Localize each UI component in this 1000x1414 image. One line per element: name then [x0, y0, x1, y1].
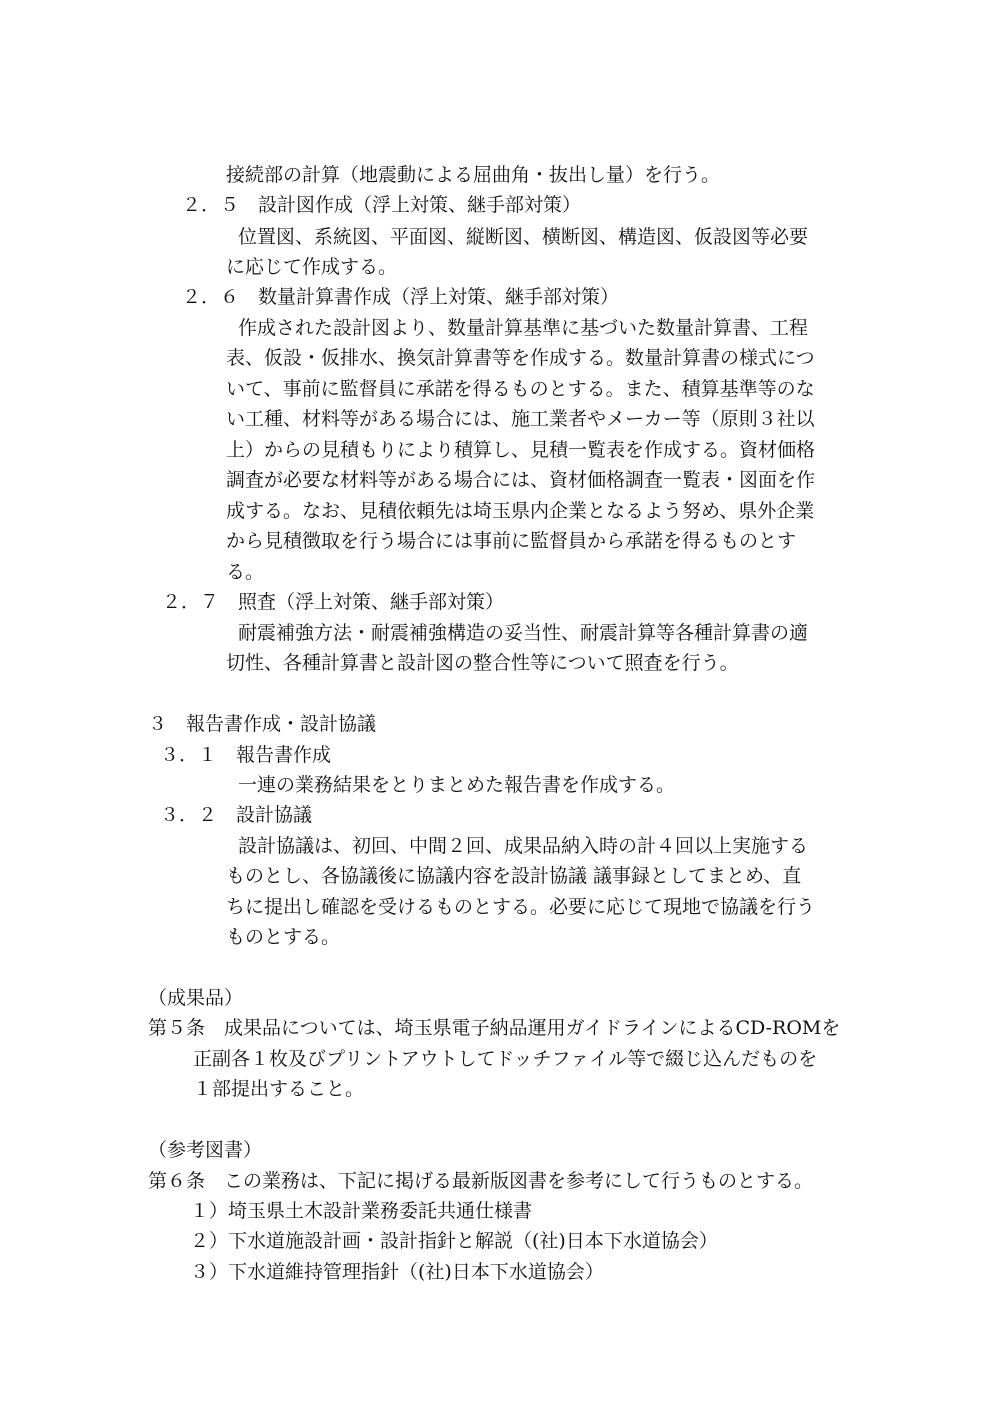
reference-item: ２）下水道施設計画・設計指針と解説（(社)日本下水道協会）	[190, 1230, 718, 1252]
section-3-2-body-line: ものとする。	[226, 926, 341, 948]
article-5-line: 正副各１枚及びプリントアウトしてドッチファイル等で綴じ込んだものを	[193, 1048, 818, 1070]
section-2-6-heading: ２．６ 数量計算書作成（浮上対策、継手部対策）	[182, 286, 620, 308]
section-3-2-body-line: ちに提出し確認を受けるものとする。必要に応じて現地で協議を行う	[226, 896, 816, 918]
section-2-6-body-line: 上）からの見積もりにより積算し、見積一覧表を作成する。資材価格	[226, 439, 816, 461]
section-2-6-body-line: い工種、材料等がある場合には、施工業者やメーカー等（原則３社以	[226, 408, 815, 430]
section-2-6-body-line: る。	[226, 561, 265, 583]
article-6-lead: 第６条 この業務は、下記に掲げる最新版図書を参考にして行うものとする。	[148, 1170, 814, 1192]
section-2-6-body-line: 表、仮設・仮排水、換気計算書等を作成する。数量計算書の様式につ	[226, 347, 815, 369]
section-2-6-body-line: 調査が必要な材料等がある場合には、資材価格調査一覧表・図面を作	[226, 469, 816, 491]
reference-item: １）埼玉県土木設計業務委託共通仕様書	[190, 1200, 533, 1222]
section-2-7-body-line: 耐震補強方法・耐震補強構造の妥当性、耐震計算等各種計算書の適	[238, 622, 809, 644]
section-3-1-body-line: 一連の業務結果をとりまとめた報告書を作成する。	[238, 774, 676, 796]
section-2-6-body-line: いて、事前に監督員に承諾を得るものとする。また、積算基準等のな	[226, 378, 815, 400]
section-2-7-heading: ２．７ 照査（浮上対策、継手部対策）	[162, 591, 505, 613]
section-3-1-heading: ３．１ 報告書作成	[160, 744, 332, 766]
section-2-6-body-line: 成する。なお、見積依頼先は埼玉県内企業となるよう努め、県外企業	[226, 500, 815, 522]
section-2-5-heading: ２．５ 設計図作成（浮上対策、継手部対策）	[182, 194, 582, 216]
section-2-6-body-line: 作成された設計図より、数量計算基準に基づいた数量計算書、工程	[238, 317, 809, 339]
section-2-5-body-line: 位置図、系統図、平面図、縦断図、横断図、構造図、仮設図等必要	[238, 226, 809, 248]
continuation-line: 接続部の計算（地震動による屈曲角・抜出し量）を行う。	[226, 164, 721, 186]
article-5-line: 第５条 成果品については、埼玉県電子納品運用ガイドラインによるCD-ROMを	[148, 1017, 841, 1039]
section-2-5-body-line: に応じて作成する。	[226, 256, 398, 278]
section-3-2-body-line: 設計協議は、初回、中間２回、成果品納入時の計４回以上実施する	[238, 835, 809, 857]
section-2-6-body-line: から見積徴取を行う場合には事前に監督員から承諾を得るものとす	[226, 530, 797, 552]
article-6-caption: （参考図書）	[148, 1139, 263, 1161]
section-3-2-body-line: ものとし、各協議後に協議内容を設計協議 議事録としてまとめ、直	[226, 865, 802, 887]
reference-item: ３）下水道維持管理指針（(社)日本下水道協会）	[190, 1261, 604, 1283]
section-3-heading: ３ 報告書作成・設計協議	[148, 713, 377, 735]
article-5-line: １部提出すること。	[193, 1078, 365, 1100]
section-2-7-body-line: 切性、各種計算書と設計図の整合性等について照査を行う。	[226, 652, 739, 674]
section-3-2-heading: ３．２ 設計協議	[160, 804, 313, 826]
article-5-caption: （成果品）	[148, 987, 244, 1009]
